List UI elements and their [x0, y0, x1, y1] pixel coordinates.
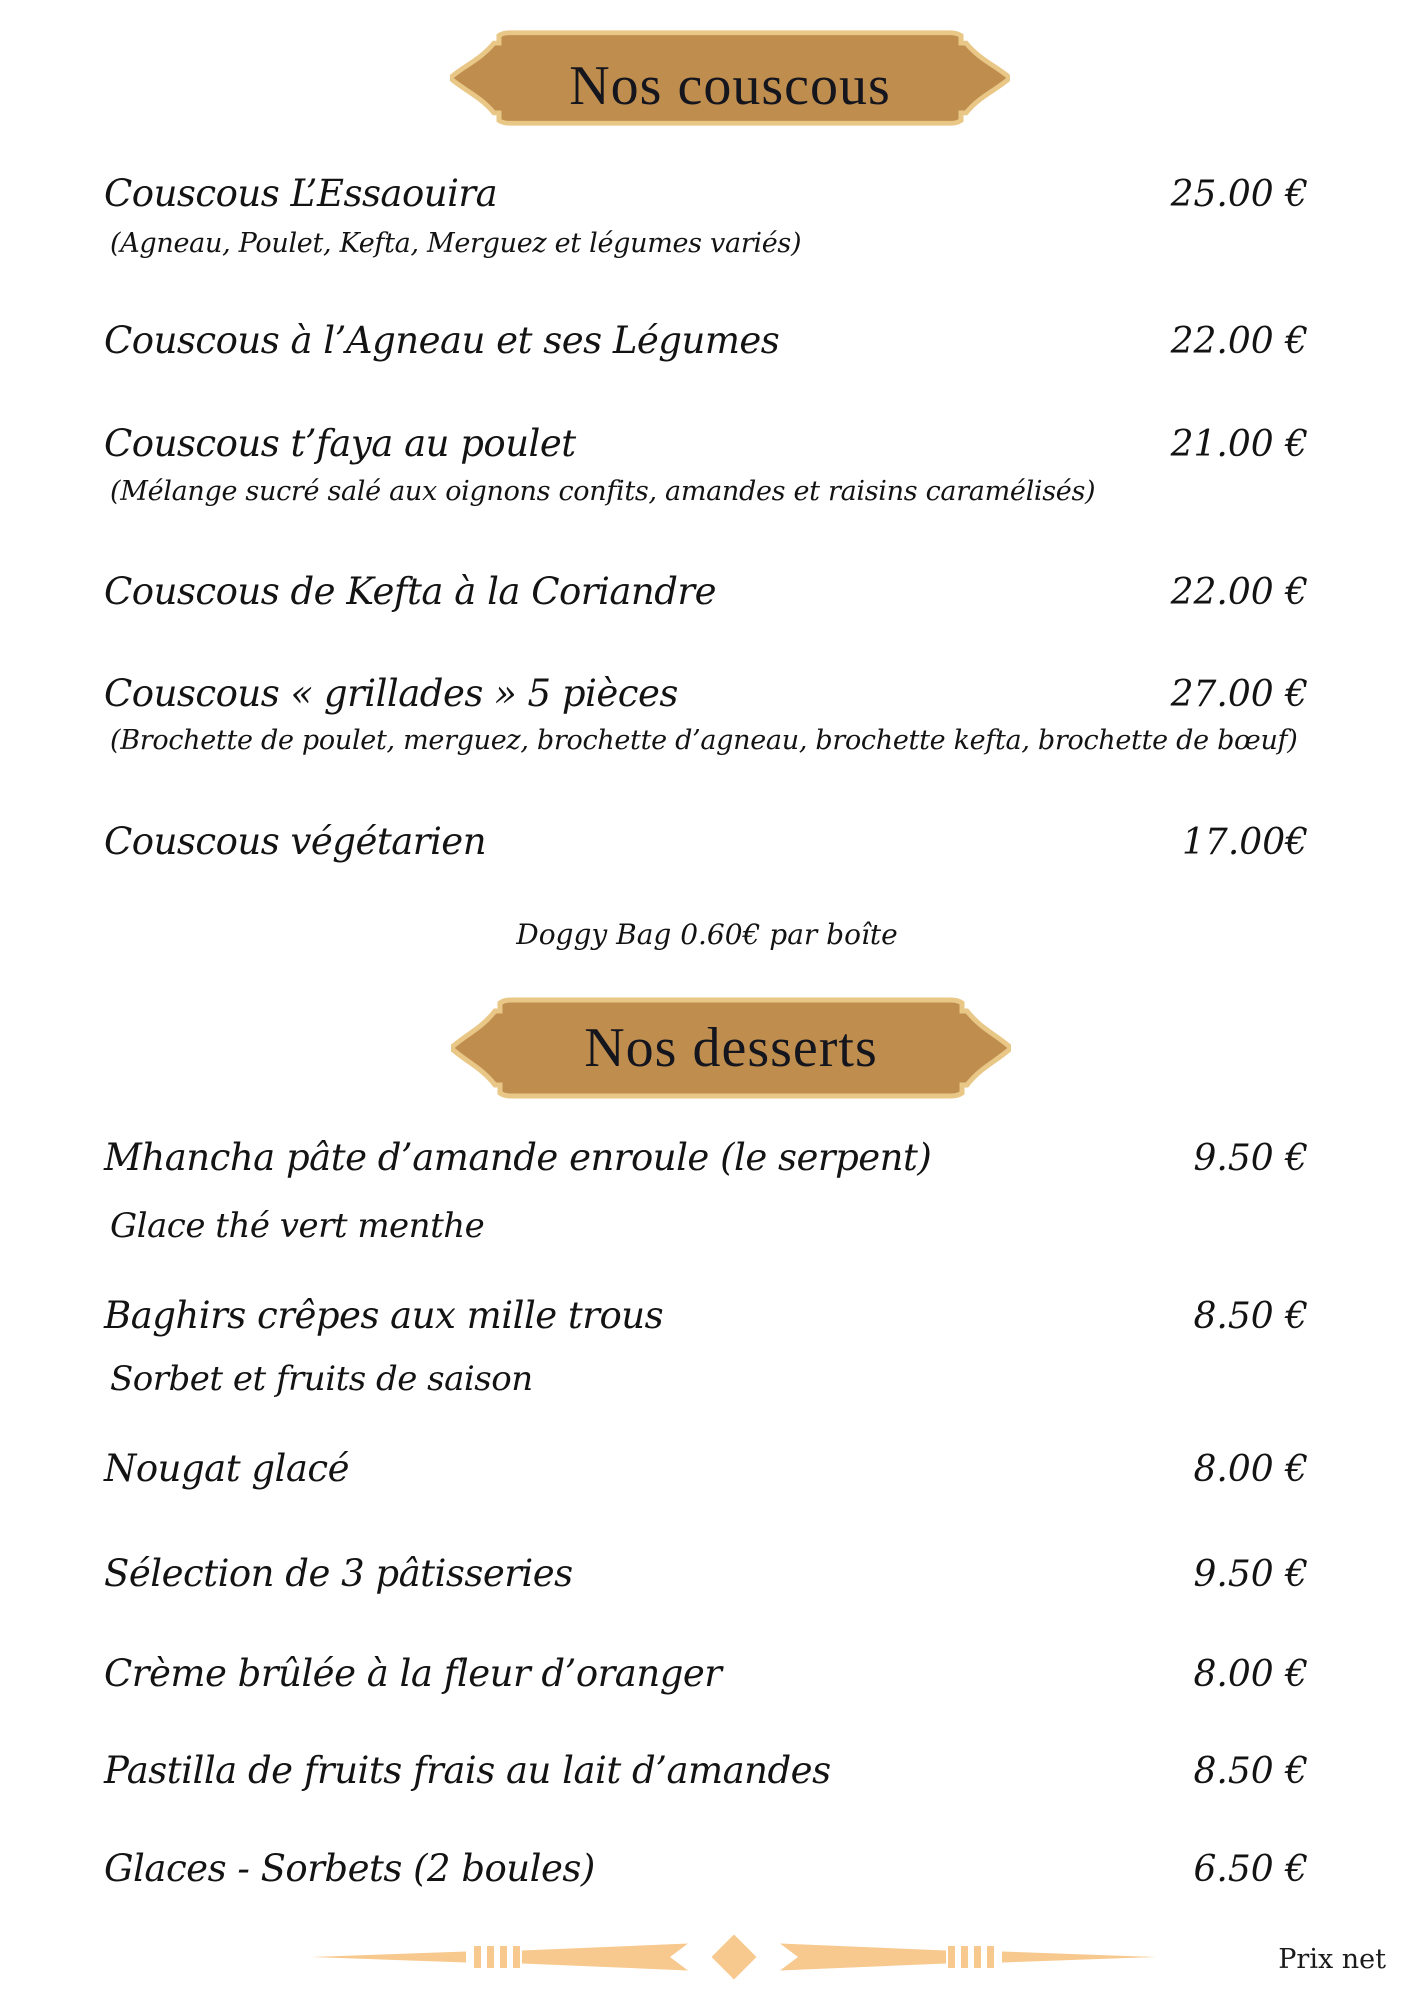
item-price: 21.00 €: [1170, 424, 1308, 465]
item-description: Sorbet et fruits de saison: [110, 1359, 533, 1399]
item-name: Glaces - Sorbets (2 boules): [104, 1847, 595, 1890]
menu-item-row: [104, 1652, 1308, 1695]
item-price: 22.00 €: [1170, 321, 1308, 362]
item-price: 8.50 €: [1193, 1296, 1308, 1337]
item-price: 8.50 €: [1193, 1751, 1308, 1792]
diamond-ornament: [712, 1935, 757, 1980]
item-name: Crème brûlée à la fleur d’oranger: [104, 1652, 722, 1695]
item-name: Baghirs crêpes aux mille trous: [104, 1294, 664, 1337]
item-price: 22.00 €: [1170, 572, 1308, 613]
item-price: 27.00 €: [1170, 674, 1308, 715]
desserts-section-banner: [451, 995, 1011, 1101]
item-description: (Mélange sucré salé aux oignons confits, amandes et raisins caramélisés): [110, 476, 1096, 507]
item-name: Couscous à l’Agneau et ses Légumes: [104, 319, 780, 362]
item-name: Couscous « grillades » 5 pièces: [104, 672, 678, 715]
item-name: Couscous de Kefta à la Coriandre: [104, 570, 716, 613]
menu-item-row: [104, 570, 1308, 613]
menu-item-row: [104, 672, 1308, 715]
menu-item-row: [104, 1552, 1308, 1595]
item-description: Glace thé vert menthe: [110, 1206, 485, 1246]
doggy-bag-note: Doggy Bag 0.60€ par boîte: [516, 918, 898, 951]
item-price: 9.50 €: [1193, 1138, 1308, 1179]
item-name: Pastilla de fruits frais au lait d’amandes: [104, 1749, 831, 1792]
item-price: 17.00€: [1182, 822, 1308, 863]
item-price: 8.00 €: [1193, 1449, 1308, 1490]
item-description: (Agneau, Poulet, Kefta, Merguez et légumes variés): [110, 228, 802, 259]
menu-item-row: [104, 1847, 1308, 1890]
menu-item-row: [104, 820, 1308, 863]
item-price: 6.50 €: [1193, 1849, 1308, 1890]
item-description: (Brochette de poulet, merguez, brochette d’agneau, brochette kefta, brochette de bœuf): [110, 725, 1298, 756]
menu-item-row: [104, 1294, 1308, 1337]
item-name: Couscous végétarien: [104, 820, 487, 863]
item-name: Couscous L’Essaouira: [104, 172, 498, 215]
menu-item-row: [104, 1136, 1308, 1179]
desserts-section-title: Nos desserts: [584, 1017, 878, 1079]
item-name: Nougat glacé: [104, 1447, 350, 1490]
item-name: Mhancha pâte d’amande enroule (le serpent): [104, 1136, 932, 1179]
item-name: Couscous t’faya au poulet: [104, 422, 576, 465]
prix-net-note: Prix net: [1278, 1944, 1386, 1975]
menu-item-row: [104, 422, 1308, 465]
couscous-section-banner: [450, 28, 1010, 128]
menu-item-row: [104, 1447, 1308, 1490]
couscous-section-title: Nos couscous: [569, 55, 891, 117]
item-price: 25.00 €: [1170, 174, 1308, 215]
item-price: 9.50 €: [1193, 1554, 1308, 1595]
menu-item-row: [104, 319, 1308, 362]
menu-item-row: [104, 1749, 1308, 1792]
item-price: 8.00 €: [1193, 1654, 1308, 1695]
item-name: Sélection de 3 pâtisseries: [104, 1552, 573, 1595]
ornamental-divider: [304, 1931, 1164, 1987]
menu-item-row: [104, 172, 1308, 215]
